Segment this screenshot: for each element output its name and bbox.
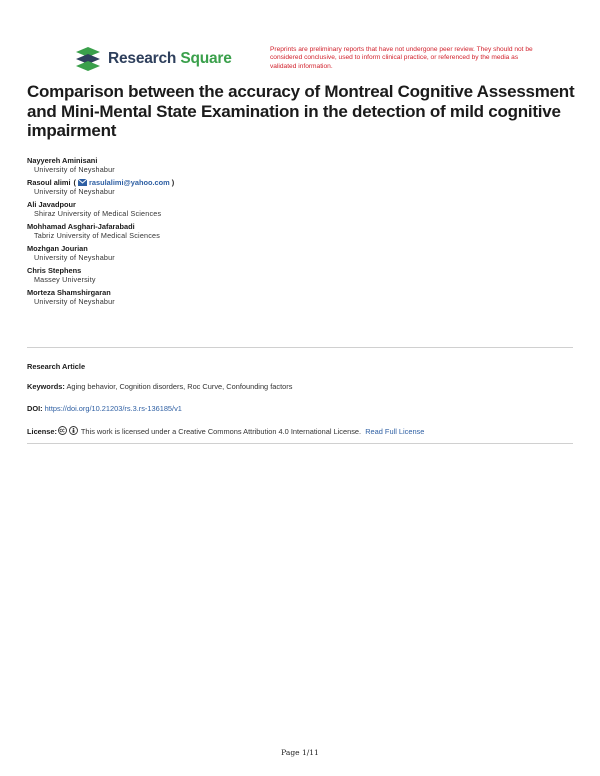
license-label: License:: [27, 427, 57, 436]
author-name: Chris Stephens: [27, 266, 82, 275]
envelope-icon: [78, 179, 87, 186]
author-entry: [27, 222, 527, 240]
logo-word-research: Research: [108, 50, 177, 67]
author-name: Mozhgan Jourian: [27, 244, 88, 253]
license-text: This work is licensed under a Creative Commons Attribution 4.0 International License.: [80, 427, 362, 436]
logo-word-square: Square: [180, 50, 232, 67]
preprint-notice: Preprints are preliminary reports that have not undergone peer review. They should not be considered conclusive, used to inform clinical practice, or referenced by the media as validated information.: [270, 46, 533, 70]
author-affiliation: University of Neyshabur: [34, 297, 115, 306]
author-name: Nayyereh Aminisani: [27, 156, 98, 165]
author-affiliation: University of Neyshabur: [34, 253, 115, 262]
license-line: [27, 426, 424, 436]
author-email[interactable]: ( rasulalimi@yahoo.com ): [73, 178, 175, 187]
author-name: Rasoul alimi: [27, 178, 71, 187]
doi-label: DOI:: [27, 404, 43, 413]
author-entry: [27, 178, 527, 196]
author-entry: [27, 156, 527, 174]
author-affiliation: Tabriz University of Medical Sciences: [34, 231, 161, 240]
creative-commons-icon: [58, 426, 67, 435]
author-entry: [27, 244, 527, 262]
read-full-license-link[interactable]: Read Full License: [365, 427, 425, 436]
author-list: [27, 156, 527, 310]
keywords-label: Keywords:: [27, 382, 65, 391]
keywords-value: Aging behavior, Cognition disorders, Roc Curve, Confounding factors: [66, 382, 293, 391]
section-divider: [27, 347, 573, 348]
research-square-logo[interactable]: [74, 46, 232, 72]
author-name: Ali Javadpour: [27, 200, 76, 209]
keywords-line: [27, 382, 292, 391]
section-divider: [27, 443, 573, 444]
page-number: Page 1/11: [281, 748, 319, 757]
author-name: Morteza Shamshirgaran: [27, 288, 111, 297]
doi-link[interactable]: https://doi.org/10.21203/rs.3.rs-136185/v1: [44, 404, 182, 413]
author-email-link[interactable]: rasulalimi@yahoo.com: [89, 178, 170, 187]
research-square-logo-icon: [74, 46, 102, 72]
author-entry: [27, 288, 527, 306]
author-entry: [27, 266, 527, 284]
author-name-row: [27, 178, 527, 187]
attribution-icon: [69, 426, 78, 435]
article-type: [27, 362, 85, 371]
author-entry: [27, 200, 527, 218]
paper-title: Comparison between the accuracy of Montreal Cognitive Assessment and Mini-Mental State Examination in the detection of mild cognitive impairment: [27, 82, 575, 140]
author-name: Mohhamad Asghari-Jafarabadi: [27, 222, 135, 231]
author-affiliation: Shiraz University of Medical Sciences: [34, 209, 162, 218]
article-type-value: Research Article: [27, 362, 86, 371]
author-affiliation: University of Neyshabur: [34, 165, 115, 174]
author-affiliation: Massey University: [34, 275, 96, 284]
doi-line: [27, 404, 182, 413]
author-affiliation: University of Neyshabur: [34, 187, 115, 196]
logo-wordmark: [108, 50, 232, 68]
